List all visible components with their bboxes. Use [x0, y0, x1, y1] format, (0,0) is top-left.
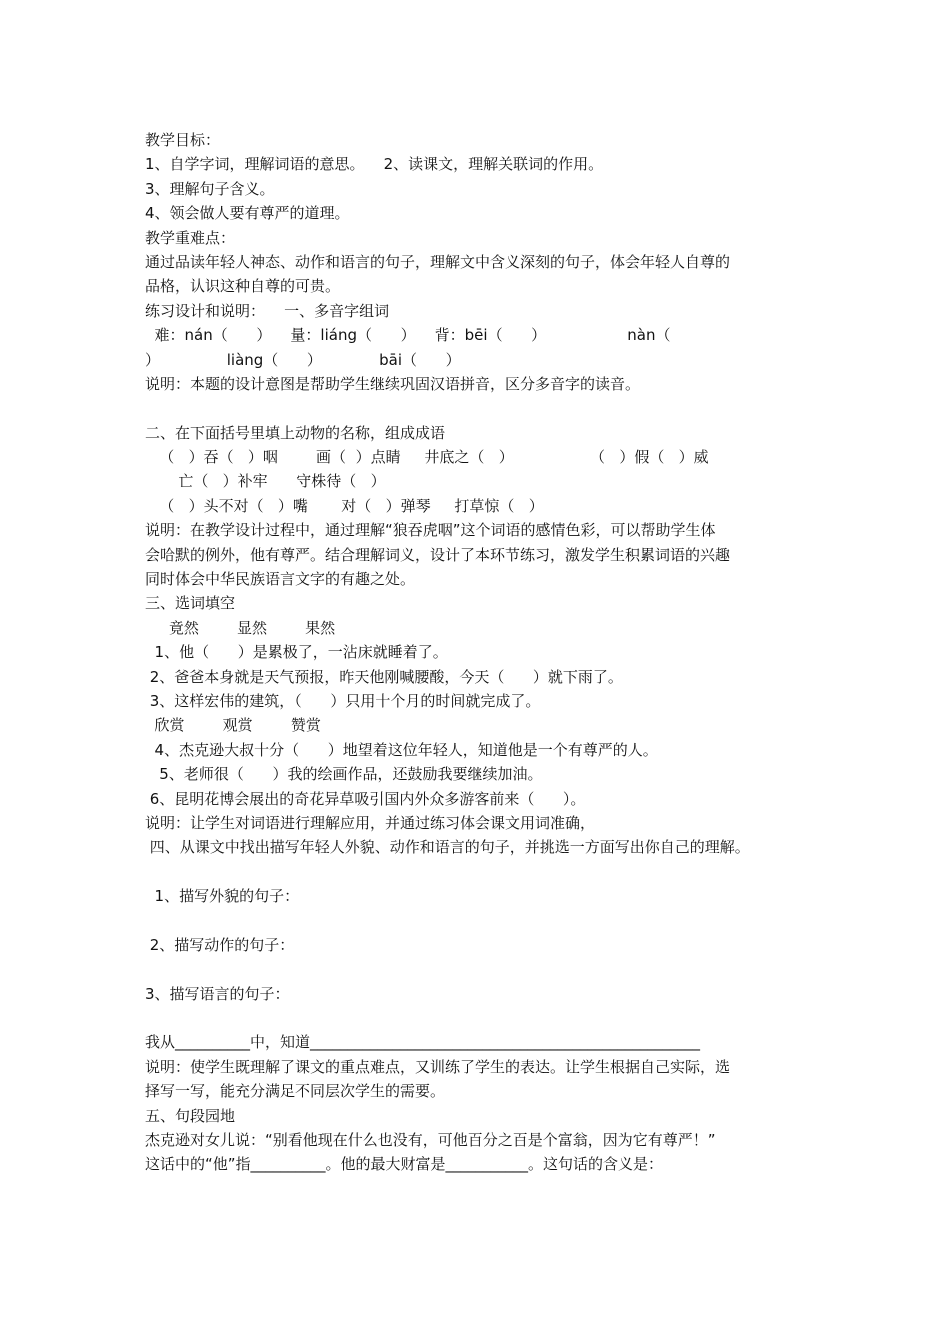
text-line: 教学重难点： [145, 228, 236, 247]
text-line [145, 957, 825, 981]
text-line [145, 860, 825, 884]
text-line: 说明：本题的设计意图是帮助学生继续巩固汉语拼音，区分多音字的读音。 [145, 374, 641, 393]
text-line: 择写一写，能充分满足不同层次学生的需要。 [145, 1082, 446, 1101]
text-line: 亡（ ）补牢 守株待（ ） [145, 472, 386, 491]
text-line: 品格，认识这种自尊的可贵。 [145, 277, 341, 296]
text-line: 这话中的“他”指__________。他的最大财富是___________。这句话的含义是： [145, 1155, 664, 1174]
text-line: （ ）吞（ ）咽 画（ ）点睛 井底之（ ） （ ）假（ ）威 [145, 448, 709, 467]
text-line: 2、描写动作的句子： [145, 935, 295, 954]
document-body [145, 128, 825, 1177]
text-line [145, 909, 825, 933]
text-line: 二、在下面括号里填上动物的名称，组成成语 [145, 423, 446, 442]
text-line: 2、爸爸本身就是天气预报，昨天他刚喊腰酸，今天（ ）就下雨了。 [145, 667, 623, 686]
text-line: 杰克逊对女儿说：“别看他现在什么也没有，可他百分之百是个富翁，因为它有尊严！” [145, 1131, 716, 1150]
text-line [145, 1006, 825, 1030]
text-line: 三、选词填空 [145, 594, 236, 613]
text-line: 难：nán（ ） 量：liáng（ ） 背：bēi（ ） nàn（ [145, 326, 671, 345]
text-line: 1、他（ ）是累极了，一沾床就睡着了。 [145, 643, 448, 662]
text-line: 通过品读年轻人神态、动作和语言的句子，理解文中含义深刻的句子，体会年轻人自尊的 [145, 252, 731, 271]
text-line: （ ）头不对（ ）嘴 对（ ）弹琴 打草惊（ ） [145, 496, 544, 515]
text-line: 我从__________中，知道____________________________________________________ [145, 1033, 701, 1052]
text-line: 五、句段园地 [145, 1106, 236, 1125]
text-line: 欣赏 观赏 赞赏 [145, 716, 321, 735]
text-line: 5、老师很（ ）我的绘画作品，还鼓励我要继续加油。 [145, 765, 543, 784]
text-line: 竟然 显然 果然 [145, 618, 336, 637]
text-line: 3、理解句子含义。 [145, 179, 275, 198]
text-line: 四、从课文中找出描写年轻人外貌、动作和语言的句子，并挑选一方面写出你自己的理解。 [145, 838, 750, 857]
text-line: 6、昆明花博会展出的奇花异草吸引国内外众多游客前来（ ）。 [145, 789, 586, 808]
text-line: 1、自学字词，理解词语的意思。 2、读课文，理解关联词的作用。 [145, 155, 604, 174]
text-line: 3、这样宏伟的建筑，（ ）只用十个月的时间就完成了。 [145, 691, 541, 710]
text-line: 说明：让学生对词语进行理解应用，并通过练习体会课文用词准确， [145, 813, 596, 832]
text-line: 会哈默的例外，他有尊严。结合理解词义，设计了本环节练习，激发学生积累词语的兴趣 [145, 545, 731, 564]
text-line: 练习设计和说明： 一、多音字组词 [145, 301, 390, 320]
text-line: 说明：在教学设计过程中，通过理解“狼吞虎咽”这个词语的感情色彩，可以帮助学生体 [145, 521, 716, 540]
text-line: 教学目标： [145, 131, 221, 149]
text-line: 同时体会中华民族语言文字的有趣之处。 [145, 570, 416, 589]
text-line: ） liàng（ ） bāi（ ） [145, 350, 461, 369]
text-line: 4、杰克逊大叔十分（ ）地望着这位年轻人，知道他是一个有尊严的人。 [145, 740, 658, 759]
text-line: 1、描写外貌的句子： [145, 887, 300, 906]
text-line: 4、领会做人要有尊严的道理。 [145, 204, 350, 223]
text-line [145, 396, 825, 420]
text-line: 3、描写语言的句子： [145, 984, 290, 1003]
text-line: 说明：使学生既理解了课文的重点难点，又训练了学生的表达。让学生根据自己实际，选 [145, 1057, 731, 1076]
